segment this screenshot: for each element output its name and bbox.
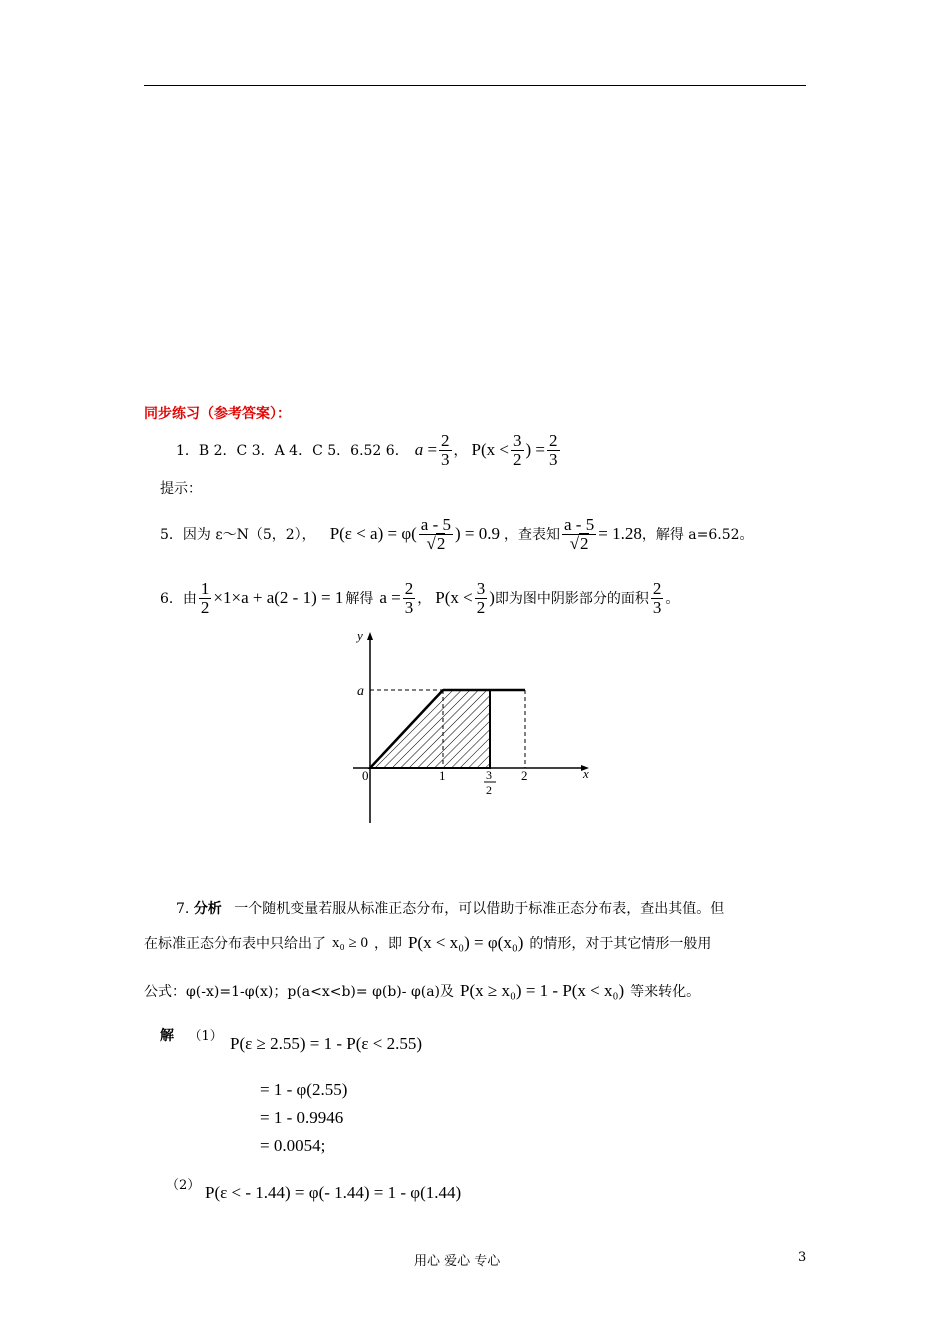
- equals-sign: =: [427, 440, 438, 459]
- page-number: 3: [798, 1250, 807, 1265]
- q6-suffix: 即为图中阴影部分的面积: [494, 591, 649, 607]
- fraction-result: $\frac{2}{3}$: [549, 430, 558, 469]
- x0-condition: x₀ ≥ 0: [332, 934, 368, 951]
- q5-fraction-2: $\frac{a - 5}{√2}$: [564, 514, 595, 553]
- q6-p-close: ): [489, 588, 495, 607]
- q6-end: 。: [665, 591, 680, 607]
- q5-expr-left: P(ε < a) = φ(: [329, 524, 417, 543]
- tick-1-label: 1: [439, 768, 446, 783]
- solution-line-1: P(ε ≥ 2.55) = 1 - P(ε < 2.55): [230, 1034, 422, 1053]
- q6-fraction-p: $\frac{3}{2}$: [476, 578, 486, 617]
- q6-fraction-area: $\frac{2}{3}$: [652, 578, 662, 617]
- shaded-region: [370, 690, 490, 768]
- solution-line-5: P(ε < - 1.44) = φ(- 1.44) = 1 - φ(1.44): [205, 1183, 462, 1202]
- q6-sep: ，: [417, 591, 432, 607]
- section-heading: 同步练习（参考答案）：: [144, 406, 291, 422]
- q5-prefix: 5．因为 ε～N（5，2），: [160, 527, 316, 543]
- q5-eq-val: = 1.28: [598, 524, 642, 543]
- tick-2-label: 2: [521, 768, 528, 783]
- origin-label: 0: [362, 768, 369, 783]
- q7-text-3b: 等来转化。: [630, 984, 701, 1000]
- solution-part1-label: [160, 1025, 223, 1045]
- q7-line2: [144, 926, 711, 960]
- var-a: a: [414, 440, 424, 459]
- tick-three-halves-num: 3: [486, 768, 492, 782]
- tick-three-halves-den: 2: [486, 783, 492, 797]
- solution-line-3: = 1 - 0.9946: [260, 1108, 344, 1127]
- y-axis-label: y: [357, 628, 363, 643]
- separator: ，: [453, 443, 468, 459]
- q7-text-2c: 的情形，对于其它情形一般用: [529, 936, 712, 952]
- p-expression: P(x < x₀) = φ(x₀): [407, 933, 524, 952]
- y-axis-arrow: [367, 632, 373, 640]
- analysis-label: 分析: [193, 901, 222, 917]
- q7-line3: [144, 974, 700, 1008]
- header-rule: [144, 85, 806, 86]
- part1-label: （1）: [188, 1029, 223, 1044]
- q7-text-3a: 公式：φ(-x)=1-φ(x)；p(a<x<b)= φ(b)- φ(a)及: [144, 984, 455, 1000]
- q6-prefix: 6．由: [160, 591, 197, 607]
- q6-solve: 解得: [345, 591, 374, 607]
- q7-line1: [176, 898, 724, 918]
- density-graph: [345, 628, 595, 828]
- q7-text-2a: 在标准正态分布表中只给出了: [144, 936, 326, 952]
- fraction-three-halves: $\frac{3}{2}$: [513, 430, 522, 469]
- prob-close: ) =: [525, 440, 545, 459]
- q6-a-eq: a =: [379, 588, 401, 607]
- q5-suffix: ，解得 a=6.52。: [641, 527, 754, 543]
- footer-text: 用心 爱心 专心: [414, 1254, 501, 1269]
- answers-line: [176, 428, 562, 472]
- x-axis-label: x: [583, 766, 589, 781]
- hint-label: 提示：: [160, 481, 202, 497]
- q6-fraction-half: $\frac{1}{2}$: [200, 578, 210, 617]
- q6-expr: ×1×a + a(2 - 1) = 1: [213, 588, 344, 607]
- q6-p-open: P(x <: [435, 588, 473, 607]
- solution-line-2: = 1 - φ(2.55): [260, 1080, 348, 1099]
- q7-text-1: 一个随机变量若服从标准正态分布，可以借助于标准正态分布表，查出其值。但: [234, 901, 725, 917]
- q5-fraction: $\frac{a - 5}{√2}$: [420, 514, 452, 553]
- answers-list: 1．B 2．C 3．A 4．C 5．6.52 6．: [176, 443, 409, 459]
- q6-line: [160, 574, 679, 622]
- solution-line-4: = 0.0054;: [260, 1136, 326, 1155]
- q5-mid: ，查表知: [504, 527, 561, 543]
- fraction-two-thirds: $\frac{2}{3}$: [441, 430, 450, 469]
- p-expression-2: P(x ≥ x₀) = 1 - P(x < x₀): [460, 981, 625, 1000]
- part2-label: （2）: [166, 1178, 201, 1193]
- prob-open: P(x <: [471, 440, 509, 459]
- a-label: a: [357, 684, 364, 699]
- q7-number: 7.: [176, 901, 190, 917]
- q5-expr-right: ) = 0.9: [455, 524, 501, 543]
- q7-text-2b: ，即: [373, 936, 402, 952]
- q6-fraction-a: $\frac{2}{3}$: [404, 578, 414, 617]
- solution-label: 解: [160, 1028, 174, 1044]
- q5-line: [160, 508, 754, 560]
